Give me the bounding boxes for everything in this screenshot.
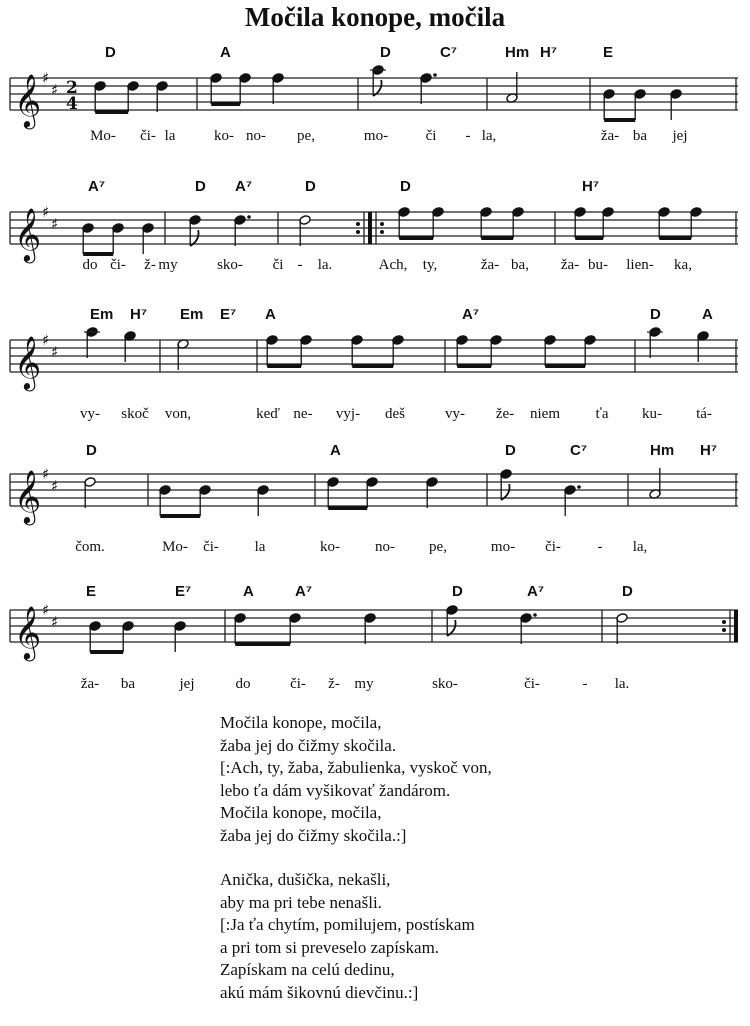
chord-symbol: D bbox=[105, 44, 116, 61]
chord-symbol: D bbox=[195, 178, 206, 195]
lyric-syllable: vy- bbox=[445, 406, 465, 422]
lyric-syllable: či bbox=[272, 257, 284, 273]
verse-line: žaba jej do čižmy skočila.:] bbox=[220, 825, 407, 845]
lyric-syllable: la bbox=[164, 128, 176, 144]
lyric-syllable: či bbox=[425, 128, 437, 144]
verse-line: žaba jej do čižmy skočila. bbox=[220, 735, 397, 755]
lyric-syllable: že- bbox=[495, 406, 515, 422]
lyric-syllable: skoč bbox=[121, 406, 149, 422]
verse-line: [:Ach, ty, žaba, žabulienka, vyskoč von, bbox=[220, 758, 492, 777]
chord-symbol: A⁷ bbox=[88, 178, 106, 195]
lyric-syllable: keď bbox=[256, 406, 280, 422]
lyric-syllable: ko- bbox=[320, 539, 340, 555]
lyric-syllable: či- bbox=[110, 257, 126, 273]
chord-symbol: A⁷ bbox=[527, 583, 545, 600]
stanza-1 bbox=[220, 712, 740, 847]
chord-symbol: Hm bbox=[650, 442, 675, 459]
verse-line: akú mám šikovnú dievčinu.:] bbox=[220, 982, 419, 1002]
lyric-syllable: ba bbox=[632, 128, 648, 144]
sharp-icon: ♯ bbox=[42, 331, 50, 349]
chord-symbol: D bbox=[305, 178, 316, 195]
verse-text bbox=[220, 712, 740, 1026]
chord-symbol: H⁷ bbox=[700, 442, 718, 459]
lyric-syllable: ža- bbox=[600, 128, 620, 144]
time-signature-bottom: 4 bbox=[66, 94, 78, 114]
lyric-syllable: - bbox=[597, 539, 603, 555]
lyric-syllable: ko- bbox=[214, 128, 234, 144]
chord-symbol: E bbox=[603, 44, 614, 61]
chord-symbol: C⁷ bbox=[570, 442, 588, 459]
chord-symbol: D bbox=[380, 44, 391, 61]
chord-symbol: A⁷ bbox=[462, 306, 480, 323]
lyric-syllable: von, bbox=[164, 406, 192, 422]
chord-symbol: H⁷ bbox=[130, 306, 148, 323]
repeat-dot bbox=[356, 222, 360, 226]
sharp-icon: ♯ bbox=[42, 601, 50, 619]
chord-symbol: A⁷ bbox=[295, 583, 313, 600]
treble-clef-icon: 𝄞 bbox=[14, 207, 42, 261]
time-signature-top: 2 bbox=[66, 78, 78, 98]
lyric-syllable: my bbox=[158, 257, 178, 273]
lyric-syllable: sko- bbox=[217, 257, 243, 273]
treble-clef-icon: 𝄞 bbox=[14, 469, 42, 523]
sharp-icon: ♯ bbox=[51, 613, 59, 631]
lyric-syllable: do bbox=[82, 257, 98, 273]
chord-symbol: D bbox=[505, 442, 516, 459]
lyric-syllable: la bbox=[254, 539, 266, 555]
lyric-syllable: lien- bbox=[626, 257, 654, 273]
repeat-dot bbox=[722, 620, 726, 624]
lyric-syllable: ž- bbox=[144, 257, 156, 273]
repeat-dot bbox=[380, 230, 384, 234]
verse-line: Močila konope, močila, bbox=[220, 803, 382, 822]
treble-clef-icon: 𝄞 bbox=[14, 335, 42, 389]
lyric-syllable: niem bbox=[530, 406, 560, 422]
lyric-syllable: vyj- bbox=[335, 406, 361, 422]
lyric-syllable: čom. bbox=[75, 539, 105, 555]
chord-symbol: A bbox=[243, 583, 254, 600]
lyric-syllable: ž- bbox=[328, 676, 340, 692]
chord-symbol: C⁷ bbox=[440, 44, 458, 61]
lyric-syllable: pe, bbox=[429, 539, 447, 555]
lyric-syllable: la, bbox=[481, 128, 497, 144]
lyric-syllable: ža- bbox=[560, 257, 580, 273]
lyric-syllable: ťa bbox=[595, 406, 609, 422]
sharp-icon: ♯ bbox=[51, 343, 59, 361]
lyric-syllable: la. bbox=[614, 676, 630, 692]
chord-symbol: D bbox=[86, 442, 97, 459]
lyric-syllable: Mo- bbox=[90, 128, 116, 144]
chord-symbol: A bbox=[702, 306, 713, 323]
lyric-syllable: bu- bbox=[588, 257, 608, 273]
chord-symbol: H⁷ bbox=[540, 44, 558, 61]
lyric-syllable: ža- bbox=[80, 676, 100, 692]
lyric-syllable: jej bbox=[672, 128, 688, 144]
lyric-syllable: ka, bbox=[674, 257, 692, 273]
lyric-syllable: do bbox=[235, 676, 251, 692]
repeat-dot bbox=[356, 230, 360, 234]
chord-symbol: D bbox=[452, 583, 463, 600]
chord-symbol: D bbox=[622, 583, 633, 600]
lyric-syllable: či- bbox=[203, 539, 219, 555]
verse-line: aby ma pri tebe nenašli. bbox=[220, 892, 382, 912]
lyric-syllable: Mo- bbox=[162, 539, 188, 555]
lyric-syllable: no- bbox=[375, 539, 395, 555]
lyric-syllable: ba bbox=[120, 676, 136, 692]
repeat-dot bbox=[380, 222, 384, 226]
lyric-syllable: - bbox=[465, 128, 471, 144]
lyric-syllable: ku- bbox=[642, 406, 662, 422]
verse-line: Močila konope, močila, bbox=[220, 713, 382, 732]
chord-symbol: A⁷ bbox=[235, 178, 253, 195]
lyric-syllable: či- bbox=[290, 676, 306, 692]
lyric-syllable: jej bbox=[179, 676, 195, 692]
lyric-syllable: la, bbox=[632, 539, 648, 555]
lyric-syllable: ža- bbox=[480, 257, 500, 273]
verse-line: lebo ťa dám vyšikovať žandárom. bbox=[220, 780, 451, 800]
verse-line: Zapískam na celú dedinu, bbox=[220, 960, 395, 979]
lyric-syllable: či- bbox=[140, 128, 156, 144]
chord-symbol: A bbox=[265, 306, 276, 323]
treble-clef-icon: 𝄞 bbox=[14, 605, 42, 659]
chord-symbol: A bbox=[220, 44, 231, 61]
treble-clef-icon: 𝄞 bbox=[14, 73, 42, 127]
lyric-syllable: Ach, bbox=[378, 257, 408, 273]
chord-symbol: A bbox=[330, 442, 341, 459]
sharp-icon: ♯ bbox=[42, 69, 50, 87]
chord-symbol: D bbox=[650, 306, 661, 323]
lyric-syllable: mo- bbox=[363, 128, 389, 144]
chord-symbol: D bbox=[400, 178, 411, 195]
song-title: Močila konope, močila bbox=[244, 2, 506, 32]
lyric-syllable: či- bbox=[545, 539, 561, 555]
lyric-syllable: deš bbox=[385, 406, 405, 422]
dot bbox=[433, 73, 437, 77]
lyric-syllable: sko- bbox=[432, 676, 458, 692]
lyric-syllable: ba, bbox=[511, 257, 529, 273]
verse-line: Anička, dušička, nekašli, bbox=[220, 870, 391, 889]
dot bbox=[533, 613, 537, 617]
chord-symbol: E⁷ bbox=[175, 583, 192, 600]
chord-symbol: E bbox=[86, 583, 97, 600]
verse-line: [:Ja ťa chytím, pomilujem, postískam bbox=[220, 915, 475, 934]
lyric-syllable: ty, bbox=[422, 257, 438, 273]
chord-symbol: Hm bbox=[505, 44, 530, 61]
lyric-syllable: la. bbox=[317, 257, 333, 273]
lyric-syllable: či- bbox=[524, 676, 540, 692]
repeat-dot bbox=[722, 628, 726, 632]
stanza-2 bbox=[220, 869, 740, 1004]
lyric-syllable: ne- bbox=[293, 406, 313, 422]
chord-symbol: Em bbox=[180, 306, 204, 323]
lyric-syllable: mo- bbox=[490, 539, 516, 555]
lyric-syllable: my bbox=[354, 676, 374, 692]
chord-symbol: E⁷ bbox=[220, 306, 237, 323]
lyric-syllable: vy- bbox=[80, 406, 100, 422]
chord-symbol: H⁷ bbox=[582, 178, 600, 195]
verse-line: a pri tom si preveselo zapískam. bbox=[220, 937, 440, 957]
sharp-icon: ♯ bbox=[51, 81, 59, 99]
dot bbox=[247, 215, 251, 219]
lyric-syllable: - bbox=[582, 676, 588, 692]
dot bbox=[577, 485, 581, 489]
chord-symbol: Em bbox=[90, 306, 114, 323]
sharp-icon: ♯ bbox=[42, 465, 50, 483]
sharp-icon: ♯ bbox=[51, 477, 59, 495]
lyric-syllable: - bbox=[297, 257, 303, 273]
sharp-icon: ♯ bbox=[42, 203, 50, 221]
lyric-syllable: no- bbox=[246, 128, 266, 144]
lyric-syllable: tá- bbox=[696, 406, 712, 422]
sharp-icon: ♯ bbox=[51, 215, 59, 233]
lyric-syllable: pe, bbox=[297, 128, 315, 144]
